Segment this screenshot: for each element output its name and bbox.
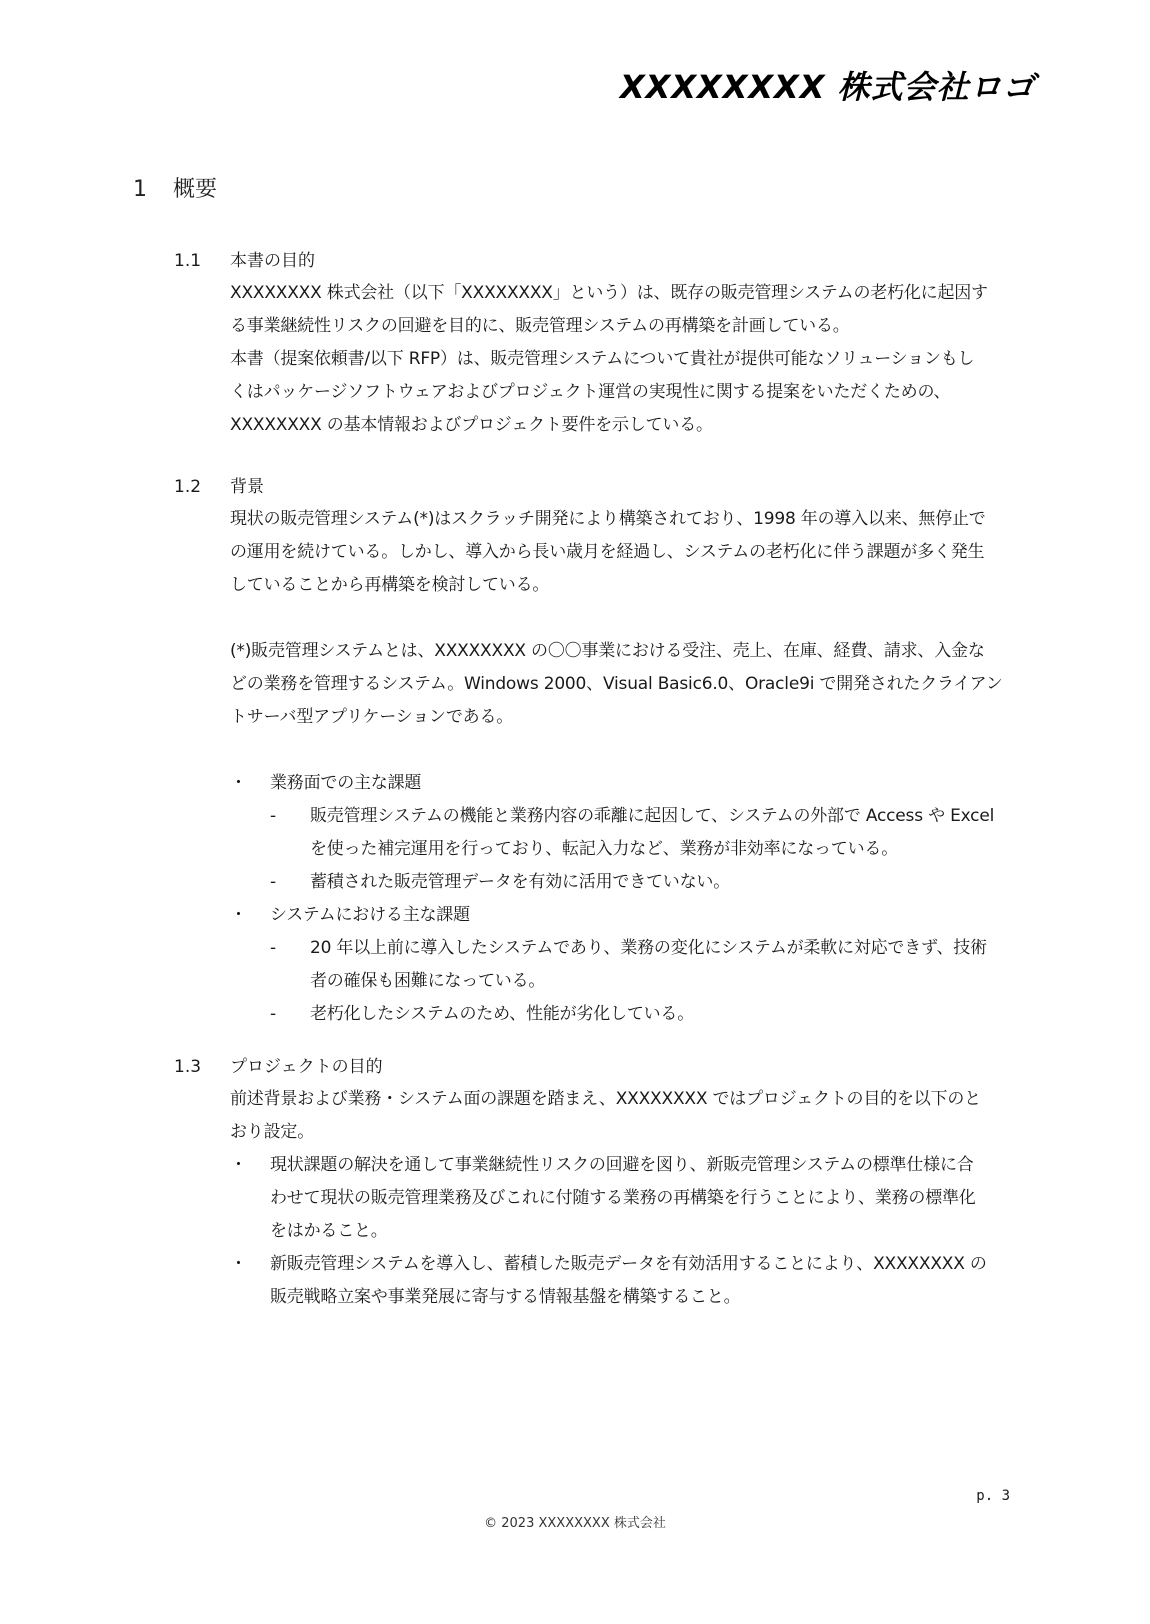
body-line: くはパッケージソフトウェアおよびプロジェクト運営の実現性に関する提案をいただくための、 (230, 382, 951, 402)
sub-list-item-cont (230, 965, 1030, 998)
body-line: の運用を続けている。しかし、導入から長い歳月を経過し、システムの老朽化に伴う課題が多く発生 (230, 542, 985, 562)
page-number: p. 3 (976, 1488, 1010, 1504)
sub-item-text: 蓄積された販売管理データを有効に活用できていない。 (310, 872, 730, 892)
section-heading (174, 471, 1034, 503)
bullet-mark: ・ (230, 1254, 247, 1274)
body-line: おり設定。 (230, 1122, 314, 1142)
section-title: 背景 (230, 477, 264, 497)
body-line: XXXXXXXX の基本情報およびプロジェクト要件を示している。 (230, 415, 713, 435)
chapter-number: 1 (133, 177, 147, 202)
sub-list-item (230, 998, 1030, 1031)
body-line: していることから再構築を検討している。 (230, 575, 550, 595)
list-item-cont (230, 1215, 1030, 1248)
list-item-cont (230, 1281, 1030, 1314)
dash-mark: - (270, 1004, 276, 1024)
sub-item-text: 者の確保も困難になっている。 (310, 971, 546, 991)
list-item (230, 899, 1030, 932)
section-title: プロジェクトの目的 (230, 1057, 383, 1077)
body-line: 本書（提案依頼書/以下 RFP）は、販売管理システムについて貴社が提供可能なソリューションもし (230, 349, 975, 369)
chapter-title: 概要 (173, 177, 218, 202)
section-body (230, 503, 1030, 767)
list-item-text: 販売戦略立案や事業発展に寄与する情報基盤を構築すること。 (270, 1287, 741, 1307)
chapter-heading (133, 172, 217, 203)
section-number: 1.2 (174, 477, 202, 497)
issue-list (230, 767, 1030, 1031)
sub-item-text: 老朽化したシステムのため、性能が劣化している。 (310, 1004, 695, 1024)
copyright-notice: © 2023 XXXXXXXX 株式会社 (484, 1516, 666, 1531)
section-body (230, 277, 1030, 442)
section-heading (174, 1051, 1034, 1083)
sub-list-item (230, 866, 1030, 899)
goal-list (230, 1149, 1030, 1314)
sub-list-item (230, 800, 1030, 833)
list-item (230, 767, 1030, 800)
body-line: る事業継続性リスクの回避を目的に、販売管理システムの再構築を計画している。 (230, 316, 850, 336)
list-item-text: 新販売管理システムを導入し、蓄積した販売データを有効活用することにより、XXXXXXXX の (270, 1254, 987, 1274)
section-purpose (174, 245, 1034, 442)
bullet-mark: ・ (230, 905, 247, 925)
note-line: トサーバ型アプリケーションである。 (230, 707, 514, 727)
note-line: (*)販売管理システムとは、XXXXXXXX の〇〇事業における受注、売上、在庫、経費、請求、入金な (230, 641, 985, 661)
list-item-text: 現状課題の解決を通して事業継続性リスクの回避を図り、新販売管理システムの標準仕様に合 (270, 1155, 974, 1175)
section-background (174, 471, 1034, 1031)
sub-item-text: 20 年以上前に導入したシステムであり、業務の変化にシステムが柔軟に対応できず、技術 (310, 938, 987, 958)
body-line: XXXXXXXX 株式会社（以下「XXXXXXXX」という）は、既存の販売管理システムの老朽化に起因す (230, 283, 988, 303)
dash-mark: - (270, 806, 276, 826)
section-body (230, 1083, 1030, 1149)
sub-item-text: 販売管理システムの機能と業務内容の乖離に起因して、システムの外部で Access や Excel (310, 806, 995, 826)
bullet-mark: ・ (230, 773, 247, 793)
company-logo: XXXXXXXX 株式会社ロゴ (620, 68, 1036, 106)
note-line: どの業務を管理するシステム。Windows 2000、Visual Basic6.0、Oracle9i で開発されたクライアン (230, 674, 1003, 694)
list-item-text: わせて現状の販売管理業務及びこれに付随する業務の再構築を行うことにより、業務の標準化 (270, 1188, 976, 1208)
section-title: 本書の目的 (230, 251, 315, 271)
list-item-text: 業務面での主な課題 (270, 773, 422, 793)
sub-list-item (230, 932, 1030, 965)
section-number: 1.1 (174, 251, 202, 271)
list-item (230, 1248, 1030, 1281)
list-item-text: システムにおける主な課題 (270, 905, 470, 925)
bullet-mark: ・ (230, 1155, 247, 1175)
dash-mark: - (270, 938, 276, 958)
sub-item-text: を使った補完運用を行っており、転記入力など、業務が非効率になっている。 (310, 839, 898, 859)
dash-mark: - (270, 872, 276, 892)
section-number: 1.3 (174, 1057, 202, 1077)
sub-list-item-cont (230, 833, 1030, 866)
section-heading (174, 245, 1034, 277)
section-project-goal (174, 1051, 1034, 1314)
list-item-text: をはかること。 (270, 1221, 388, 1241)
body-line: 前述背景および業務・システム面の課題を踏まえ、XXXXXXXX ではプロジェクトの目的を以下のと (230, 1089, 981, 1109)
body-line: 現状の販売管理システム(*)はスクラッチ開発により構築されており、1998 年の導入以来、無停止で (230, 509, 986, 529)
list-item-cont (230, 1182, 1030, 1215)
list-item (230, 1149, 1030, 1182)
